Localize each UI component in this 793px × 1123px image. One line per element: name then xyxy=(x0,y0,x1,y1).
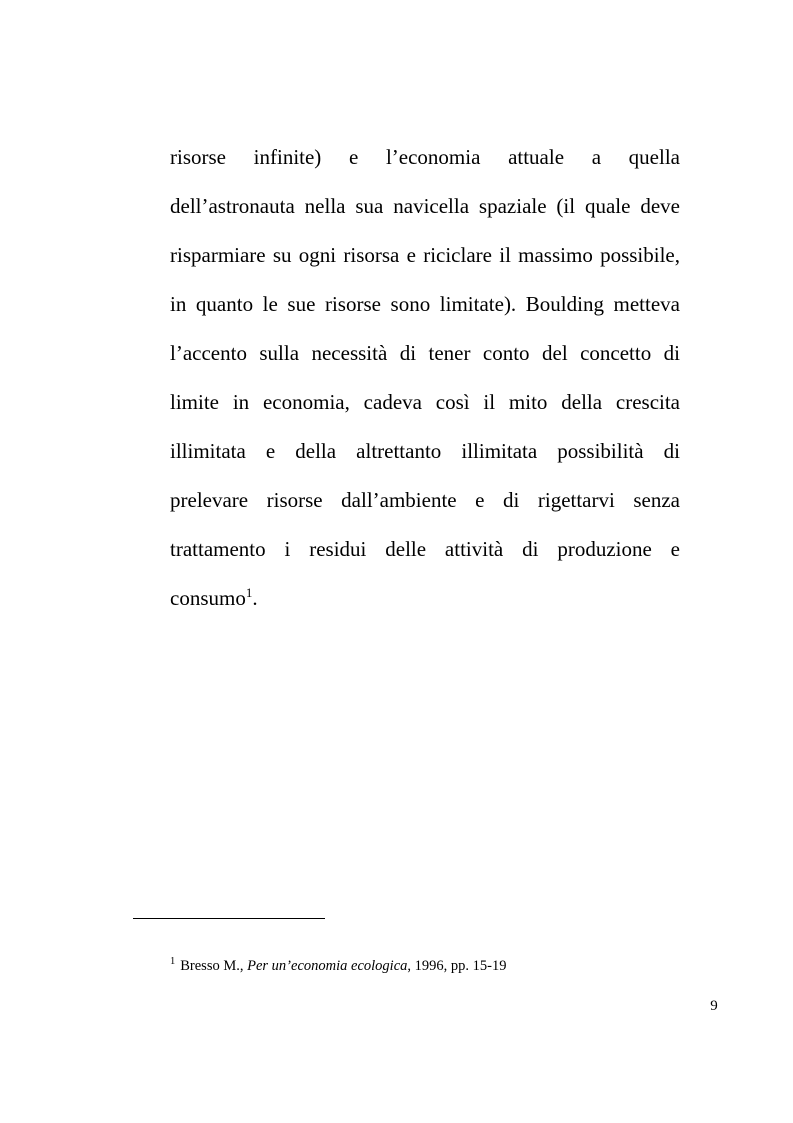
footnote-reference[interactable]: 1 xyxy=(245,585,253,600)
footnote xyxy=(170,956,730,976)
text-line: dell’astronauta nella sua navicella spaziale (il quale deve xyxy=(170,194,680,218)
footnote-separator xyxy=(133,918,325,919)
text-line: illimitata e della altrettanto illimitata possibilità di xyxy=(170,439,680,463)
text-line: trattamento i residui delle attività di produzione e xyxy=(170,537,680,561)
footnote-details: , 1996, pp. 15-19 xyxy=(407,958,507,974)
text-line: limite in economia, cadeva così il mito della crescita xyxy=(170,390,680,414)
text-line-words: consumo xyxy=(170,586,246,610)
footnote-marker: 1 xyxy=(170,956,176,967)
text-line: prelevare risorse dall’ambiente e di rigettarvi senza xyxy=(170,488,680,512)
text-line: risparmiare su ogni risorsa e riciclare il massimo possibile, xyxy=(170,243,680,267)
text-line-last xyxy=(170,580,680,629)
final-period: . xyxy=(252,586,258,610)
page-number: 9 xyxy=(710,998,718,1014)
text-line: in quanto le sue risorse sono limitate). Boulding metteva xyxy=(170,292,680,316)
footnote-title: Per un’economia ecologica xyxy=(247,958,408,974)
footnote-author: Bresso M., xyxy=(180,958,248,974)
text-line: risorse infinite) e l’economia attuale a quella xyxy=(170,145,680,169)
text-line: l’accento sulla necessità di tener conto del concetto di xyxy=(170,341,680,365)
body-paragraph xyxy=(170,139,680,629)
footnote-text xyxy=(180,958,506,974)
